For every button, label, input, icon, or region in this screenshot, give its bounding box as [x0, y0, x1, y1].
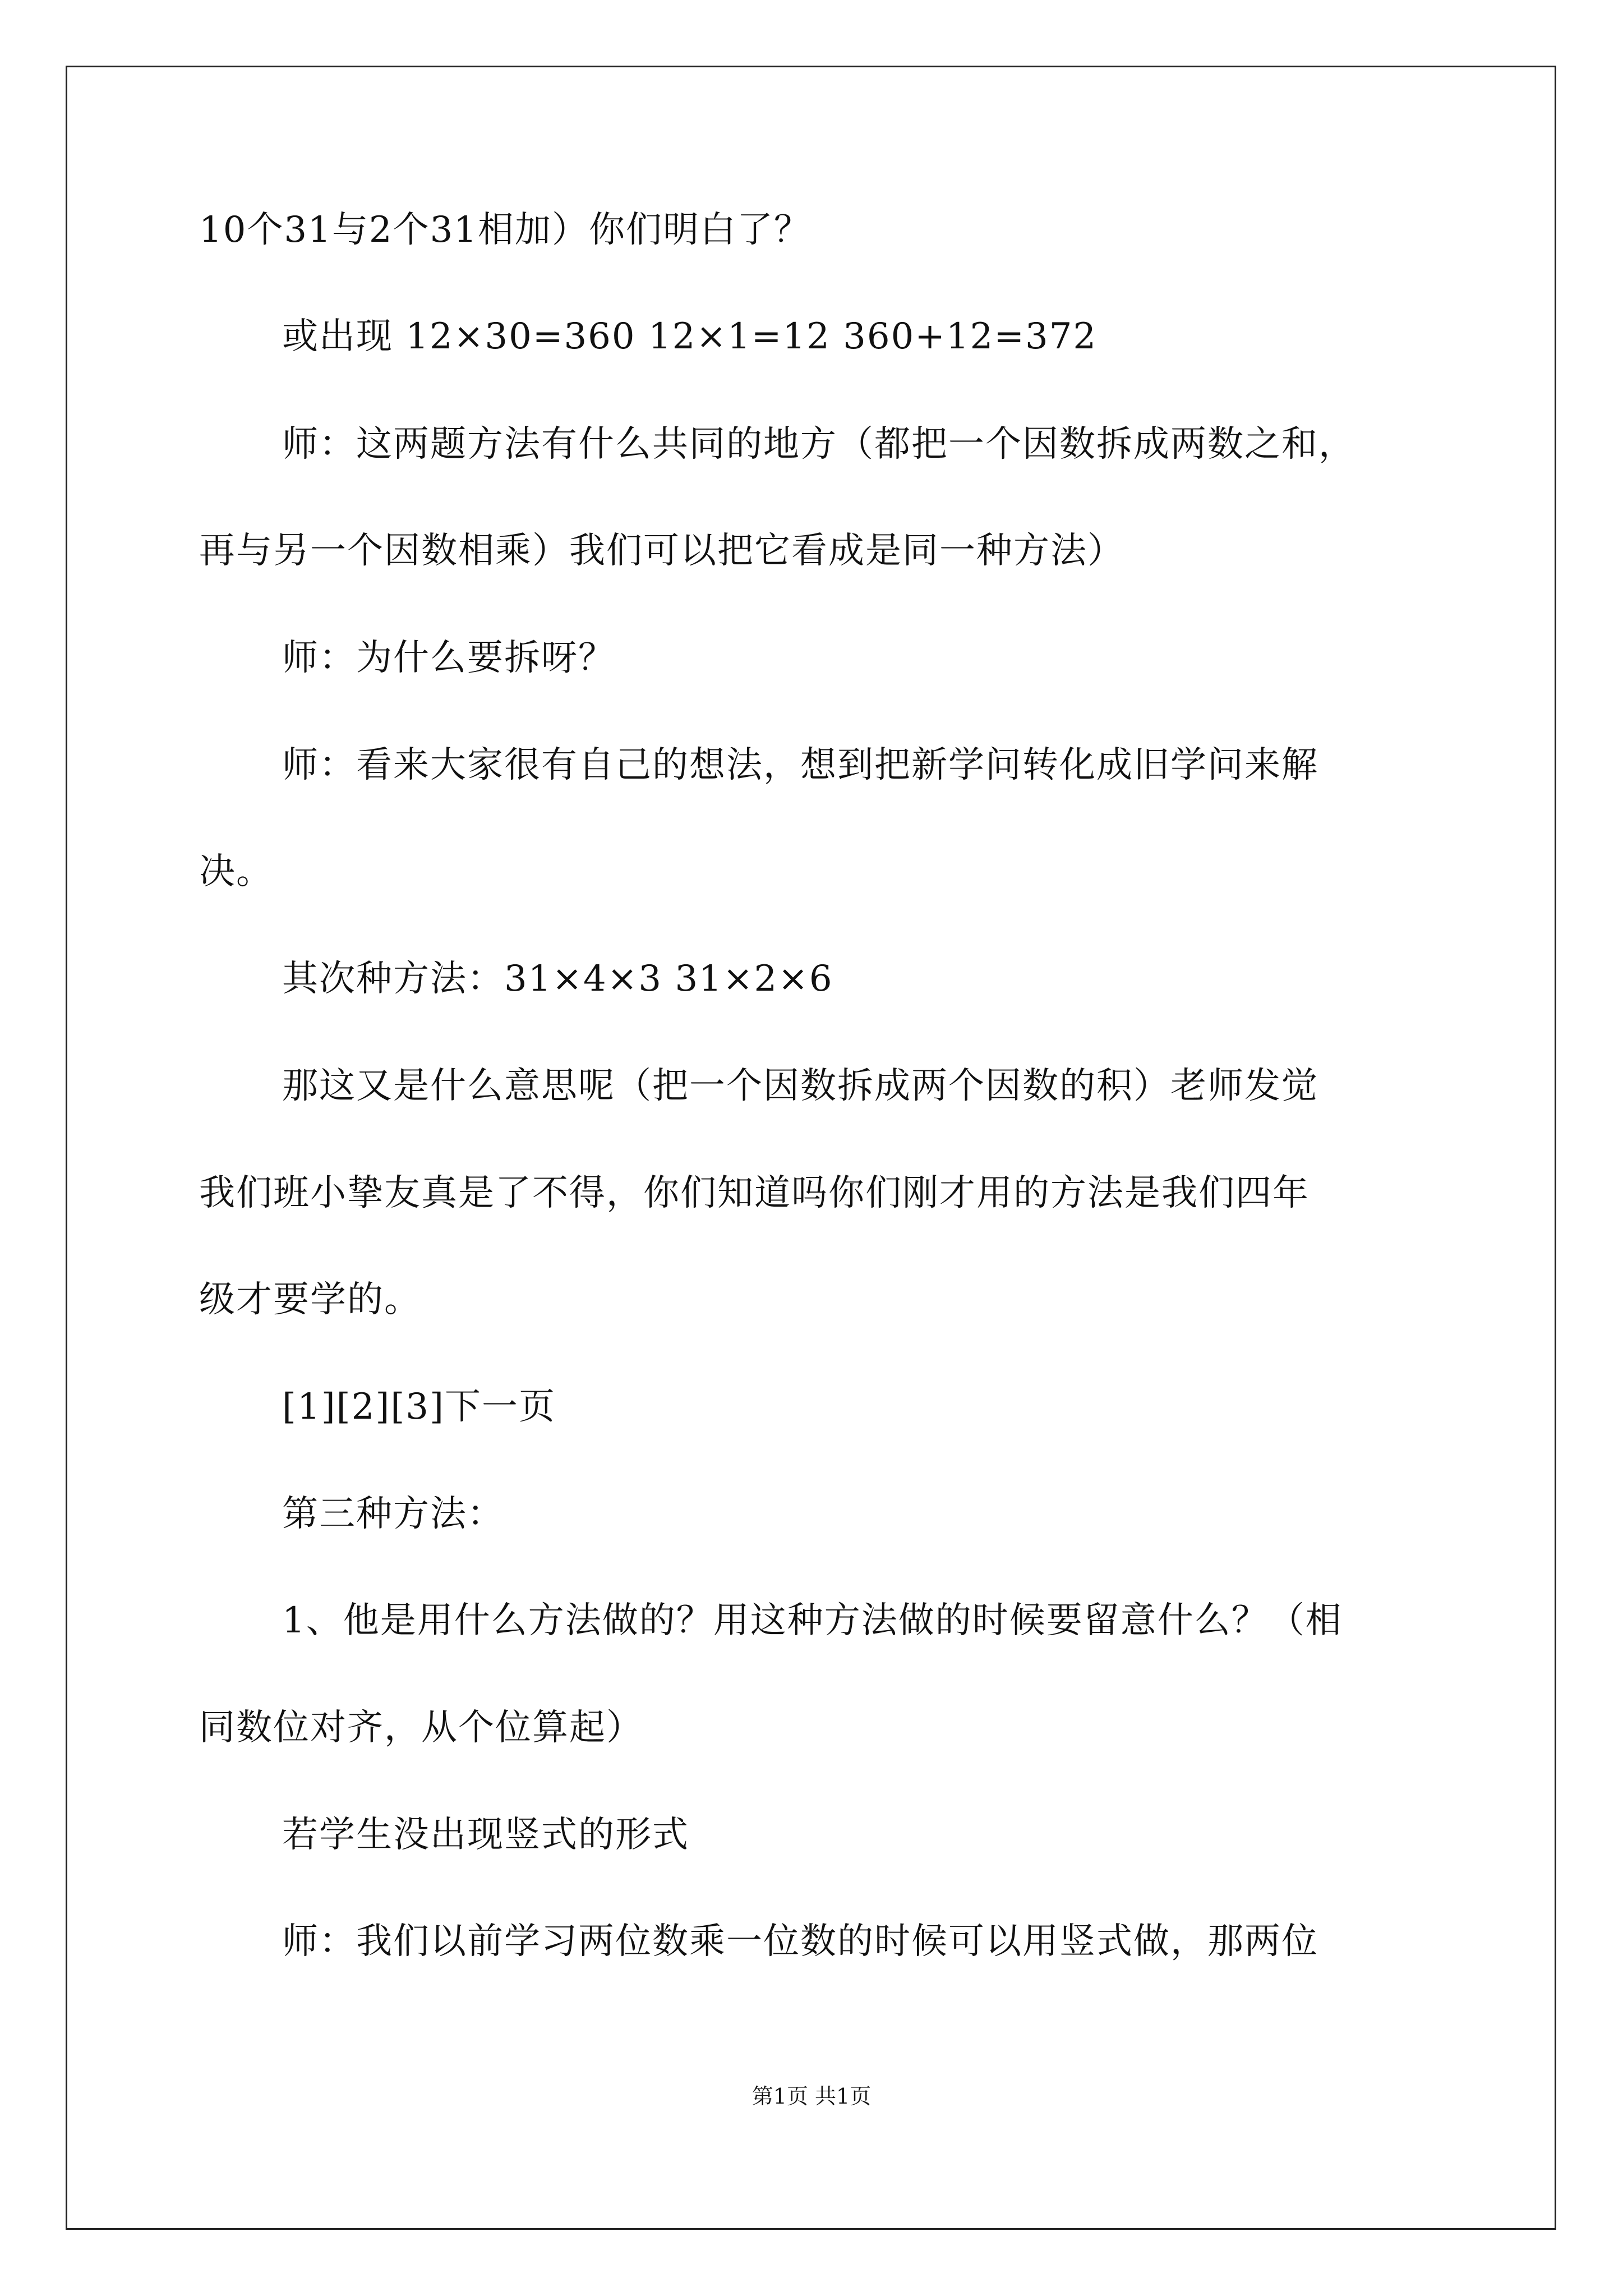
text-line-7: 决。: [199, 851, 273, 892]
text-line-5: 师：为什么要拆呀？: [282, 637, 615, 679]
page-border: [66, 66, 1556, 2230]
text-line-14: 1、他是用什么方法做的？用这种方法做的时候要留意什么？（相: [282, 1600, 1343, 1641]
page-footer: 第1页 共1页: [751, 2084, 872, 2109]
text-line-2: 或出现 12×30=360 12×1=12 360+12=372: [282, 316, 1098, 357]
text-line-11: 级才要学的。: [199, 1279, 421, 1320]
text-line-17: 师：我们以前学习两位数乘一位数的时候可以用竖式做，那两位: [282, 1921, 1318, 1962]
text-line-13: 第三种方法：: [282, 1493, 504, 1535]
text-line-8: 其次种方法：31×4×3 31×2×6: [282, 958, 833, 1000]
text-line-9: 那这又是什么意思呢（把一个因数拆成两个因数的积）老师发觉: [282, 1065, 1318, 1107]
pagination-links[interactable]: [1][2][3]下一页: [282, 1386, 556, 1428]
text-line-15: 同数位对齐，从个位算起）: [199, 1707, 643, 1749]
text-line-4: 再与另一个因数相乘）我们可以把它看成是同一种方法）: [199, 530, 1124, 572]
text-line-6: 师：看来大家很有自己的想法，想到把新学问转化成旧学问来解: [282, 744, 1318, 786]
text-line-1: 10个31与2个31相加）你们明白了？: [199, 209, 811, 251]
text-line-16: 若学生没出现竖式的形式: [282, 1814, 689, 1856]
text-line-3: 师：这两题方法有什么共同的地方（都把一个因数拆成两数之和，: [282, 424, 1355, 465]
text-line-10: 我们班小挚友真是了不得，你们知道吗你们刚才用的方法是我们四年: [199, 1172, 1310, 1214]
